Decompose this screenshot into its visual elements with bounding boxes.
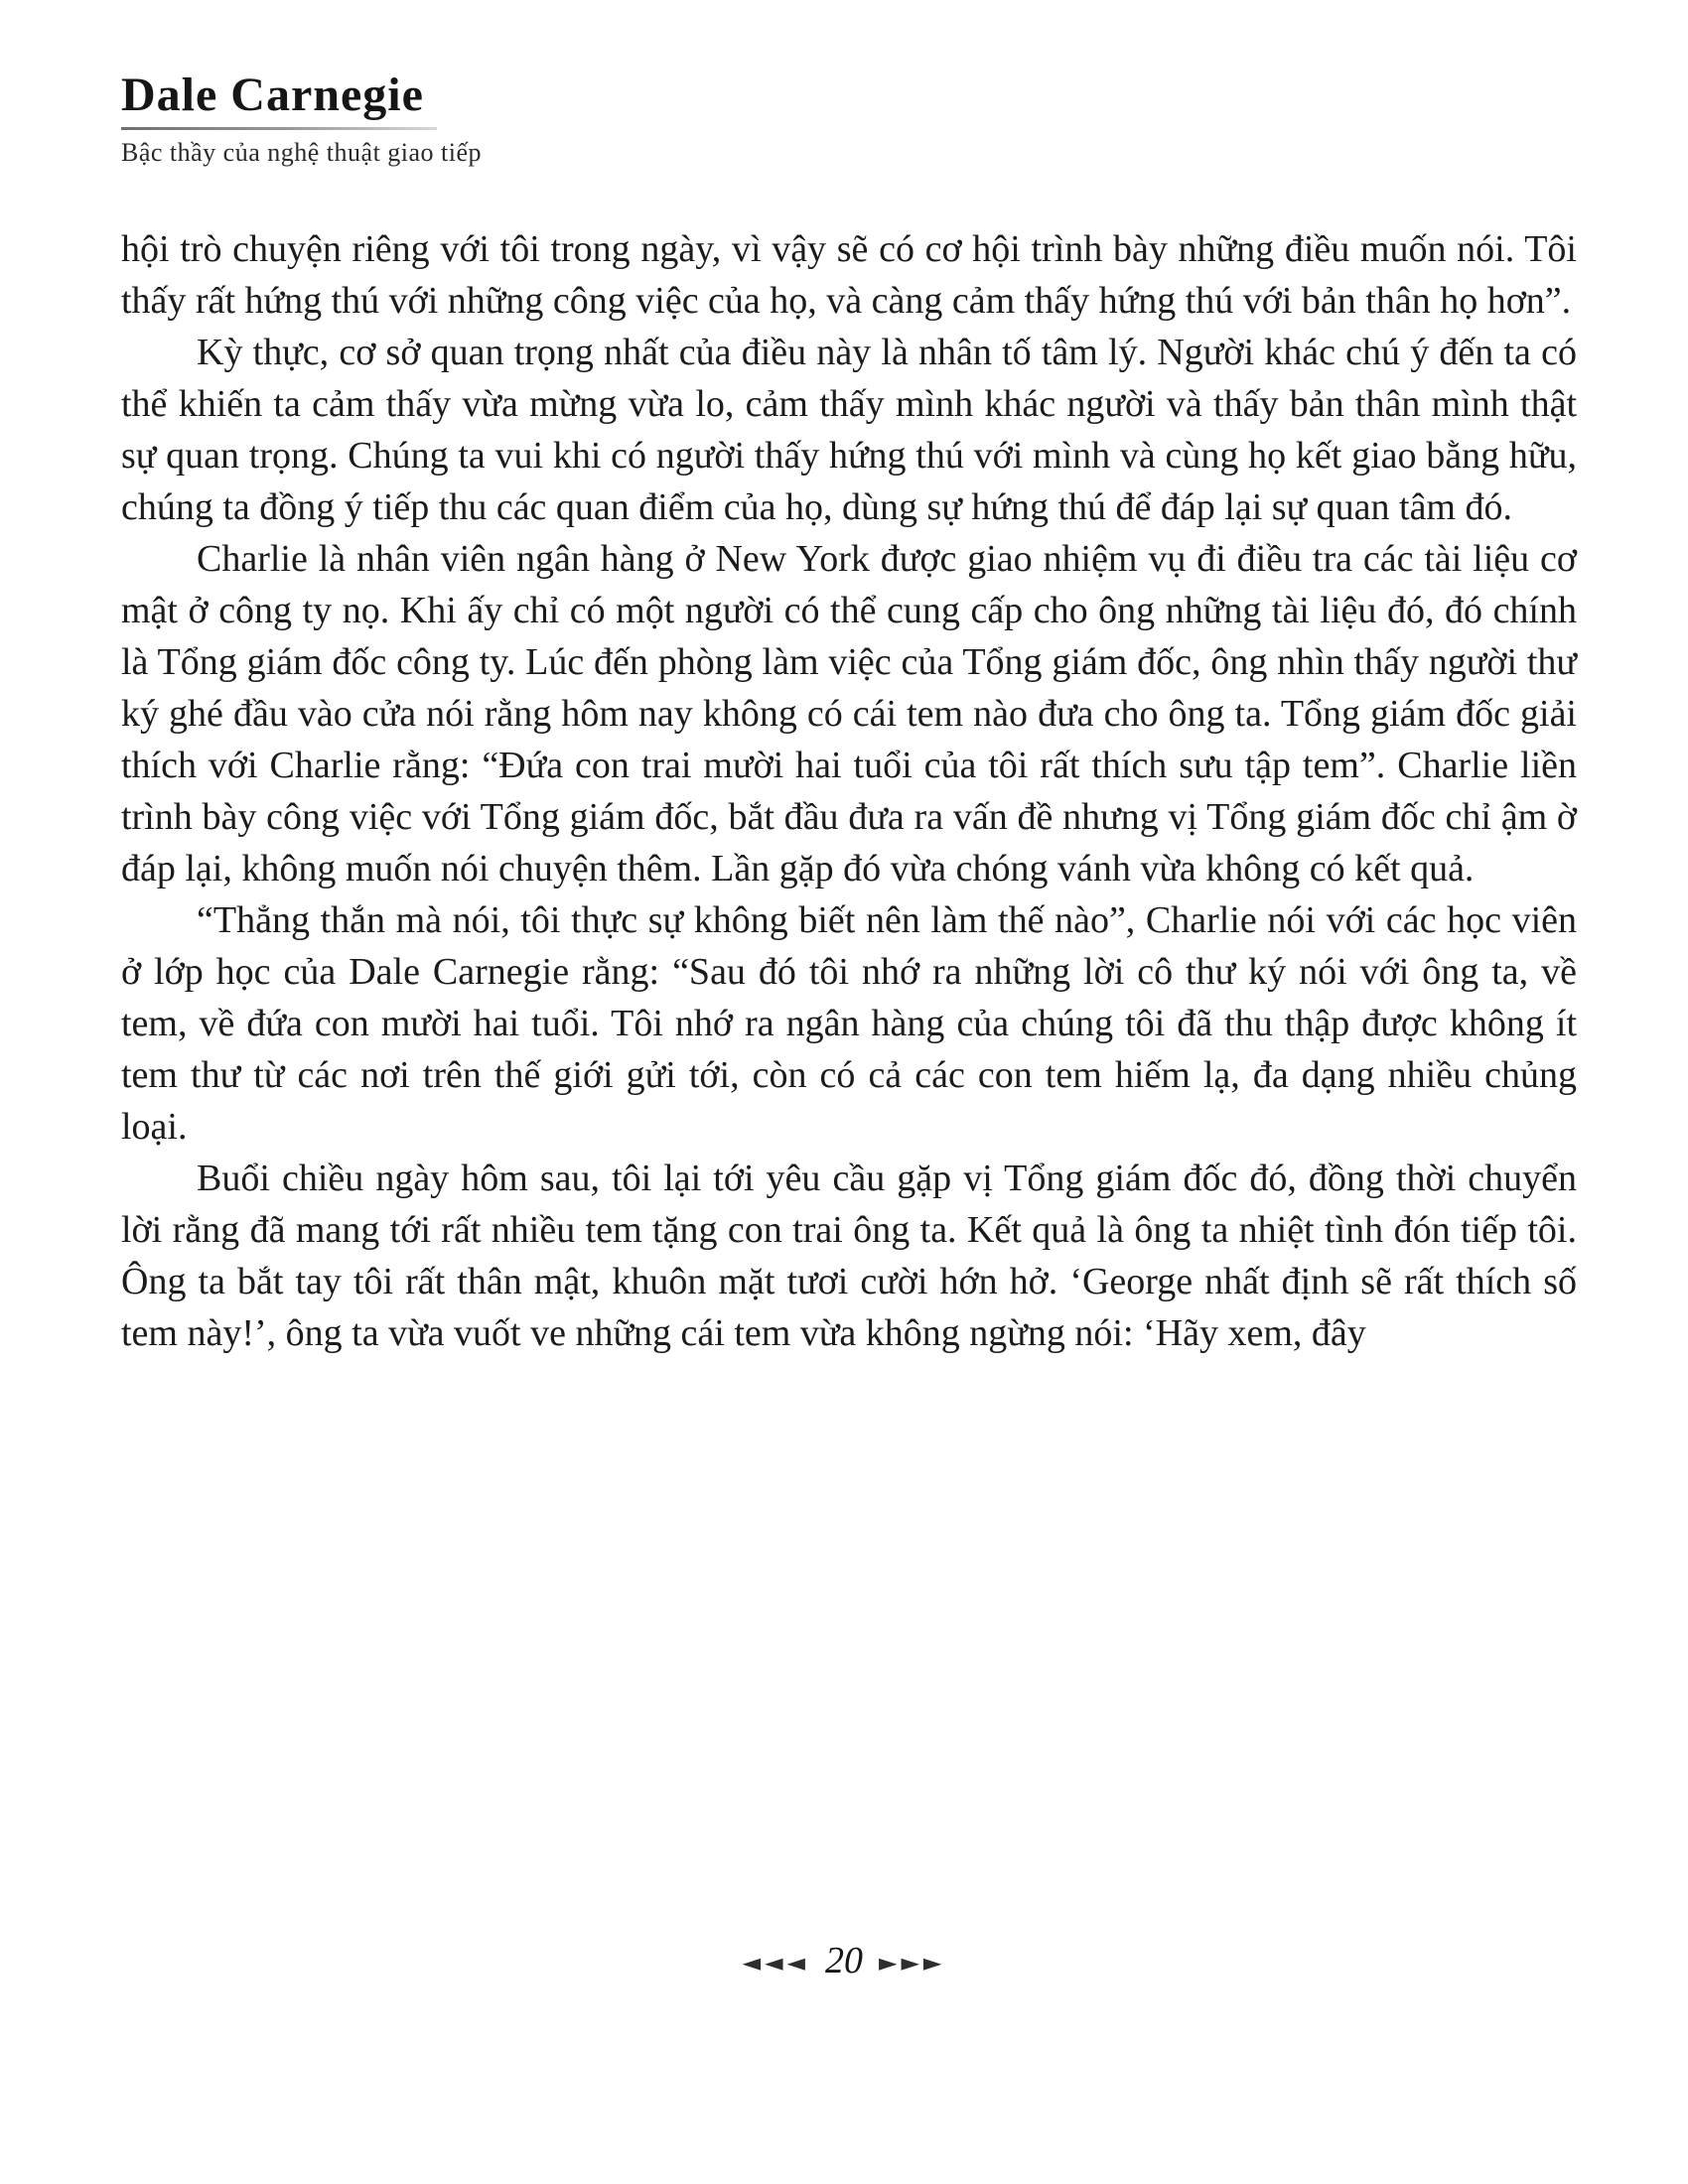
title-underline [121,127,437,130]
paragraph: “Thẳng thắn mà nói, tôi thực sự không biết nên làm thế nào”, Charlie nói với các học viên ở lớp học của Dale Carnegie rằng: “Sau đó tôi nhớ ra những lời cô thư ký nói với ông ta, về tem, về đứa con mười hai tuổi. Tôi nhớ ra ngân hàng của chúng tôi đã thu thập được không ít tem thư từ các nơi trên thế giới gửi tới, còn có cả các con tem hiếm lạ, đa dạng nhiều chủng loại. [121,898,1577,1148]
page-header [121,69,1577,168]
page-footer [0,1942,1688,1979]
page-content [121,69,1577,1359]
paragraph: Charlie là nhân viên ngân hàng ở New York được giao nhiệm vụ đi điều tra các tài liệu cơ mật ở công ty nọ. Khi ấy chỉ có một người có thể cung cấp cho ông những tài liệu đó, đó chính là Tổng giám đốc công ty. Lúc đến phòng làm việc của Tổng giám đốc, ông nhìn thấy người thư ký ghé đầu vào cửa nói rằng hôm nay không có cái tem nào đưa cho ông ta. Tổng giám đốc giải thích với Charlie rằng: “Đứa con trai mười hai tuổi của tôi rất thích sưu tập tem”. Charlie liền trình bày công việc với Tổng giám đốc, bắt đầu đưa ra vấn đề nhưng vị Tổng giám đốc chỉ ậm ờ đáp lại, không muốn nói chuyện thêm. Lần gặp đó vừa chóng vánh vừa không có kết quả. [121,537,1577,889]
left-arrows-icon: ◄◄◄ [742,1949,809,1977]
body-text [121,223,1577,1359]
author-subtitle: Bậc thầy của nghệ thuật giao tiếp [121,137,483,167]
paragraph: Kỳ thực, cơ sở quan trọng nhất của điều này là nhân tố tâm lý. Người khác chú ý đến ta có thể khiến ta cảm thấy vừa mừng vừa lo, cảm thấy mình khác người và thấy bản thân mình thật sự quan trọng. Chúng ta vui khi có người thấy hứng thú với mình và cùng họ kết giao bằng hữu, chúng ta đồng ý tiếp thu các quan điểm của họ, dùng sự hứng thú để đáp lại sự quan tâm đó. [121,331,1577,528]
paragraph: Buổi chiều ngày hôm sau, tôi lại tới yêu cầu gặp vị Tổng giám đốc đó, đồng thời chuyển lời rằng đã mang tới rất nhiều tem tặng con trai ông ta. Kết quả là ông ta nhiệt tình đón tiếp tôi. Ông ta bắt tay tôi rất thân mật, khuôn mặt tươi cười hớn hở. ‘George nhất định sẽ rất thích số tem này!’, ông ta vừa vuốt ve những cái tem vừa không ngừng nói: ‘Hãy xem, đây [121,1157,1577,1354]
paragraph-continuation: hội trò chuyện riêng với tôi trong ngày, vì vậy sẽ có cơ hội trình bày những điều muốn nói. Tôi thấy rất hứng thú với những công việc của họ, và càng cảm thấy hứng thú với bản thân họ hơn”. [121,227,1577,322]
page-number: 20 [825,1940,863,1981]
author-title: Dale Carnegie [121,68,424,121]
right-arrows-icon: ►►► [879,1949,946,1977]
